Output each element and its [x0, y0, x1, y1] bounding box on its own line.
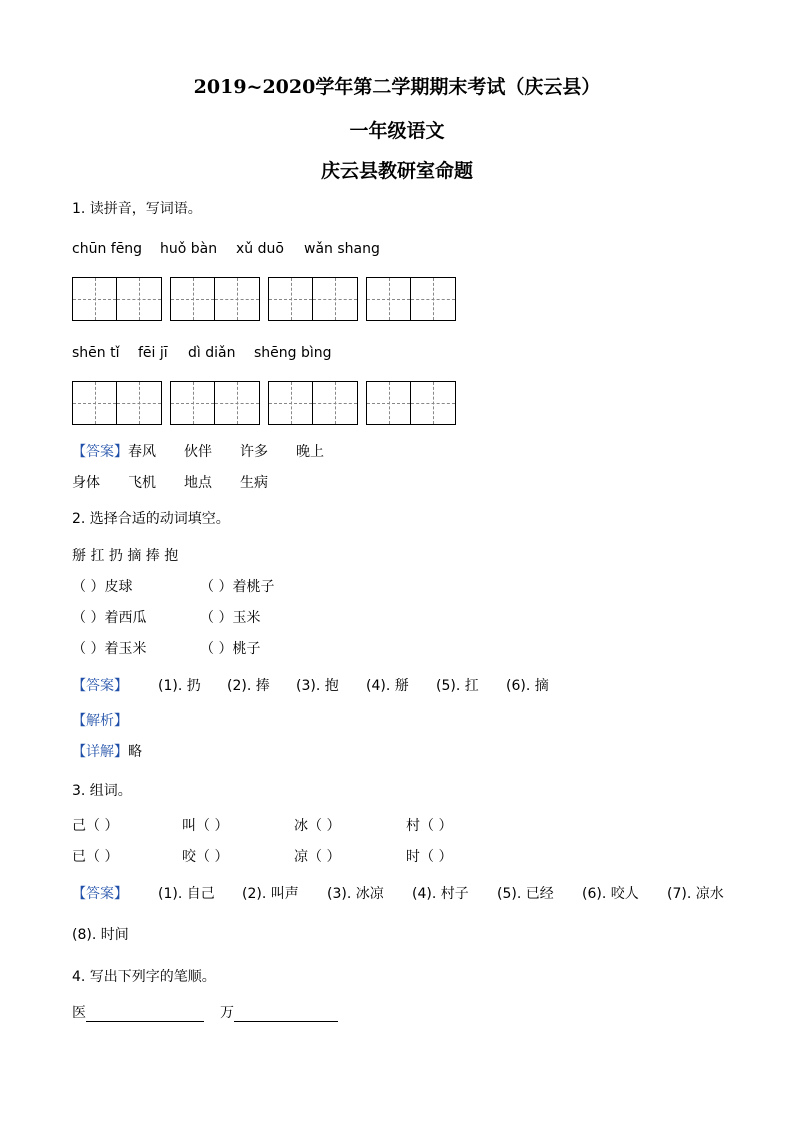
q1-answer-tag: 【答案】	[72, 444, 128, 460]
q1-pinyin-3: xǔ duō	[236, 241, 284, 257]
q3-answer-2: (2). 叫声	[242, 886, 299, 902]
stroke-order-blank-2[interactable]	[234, 1007, 338, 1022]
q1-answer-1: 春风	[128, 444, 156, 460]
q2-answer-4: (4). 掰	[366, 678, 409, 694]
q2-detail-text: 略	[128, 744, 142, 760]
q1-answer-5: 身体	[72, 475, 100, 491]
q4-char-1: 医	[72, 1005, 86, 1021]
writing-box[interactable]	[170, 381, 260, 425]
q2-item-2: （ ）着桃子	[200, 579, 275, 595]
q1-pinyin-1: chūn fēng	[72, 241, 143, 257]
q2-prompt: 2. 选择合适的动词填空。	[72, 511, 230, 527]
q3-item-2: 叫（ ）	[182, 818, 229, 834]
q4-stroke-line-2	[220, 1004, 338, 1022]
q2-analysis-tag: 【解析】	[72, 713, 128, 729]
q3-answer-3: (3). 冰凉	[327, 886, 384, 902]
q2-detail-tag: 【详解】	[72, 744, 128, 760]
exam-title: 2019~2020学年第二学期期末考试（庆云县）	[193, 76, 601, 98]
q3-prompt: 3. 组词。	[72, 783, 132, 799]
q3-answer-tag: 【答案】	[72, 886, 128, 902]
q3-answer-1: (1). 自己	[158, 886, 215, 902]
q4-prompt: 4. 写出下列字的笔顺。	[72, 969, 216, 985]
q1-prompt: 1. 读拼音，写词语。	[72, 201, 202, 217]
writing-box[interactable]	[170, 277, 260, 321]
q3-item-4: 村（ ）	[406, 818, 453, 834]
q4-stroke-line-1	[72, 1004, 204, 1022]
q2-item-4: （ ）玉米	[200, 610, 261, 626]
writing-box[interactable]	[268, 381, 358, 425]
q1-answer-3: 许多	[240, 444, 268, 460]
writing-grid-row-1	[72, 277, 464, 321]
writing-grid-row-2	[72, 381, 464, 425]
q1-pinyin-6: fēi jī	[138, 345, 168, 361]
q1-answer-7: 地点	[184, 475, 212, 491]
q2-item-1: （ ）皮球	[72, 579, 133, 595]
q1-pinyin-2: huǒ bàn	[160, 241, 218, 257]
q2-answer-tag: 【答案】	[72, 678, 128, 694]
q1-answer-6: 飞机	[128, 475, 156, 491]
q2-answer-5: (5). 扛	[436, 678, 479, 694]
q4-char-2: 万	[220, 1005, 234, 1021]
q1-answer-2: 伙伴	[184, 444, 212, 460]
q2-item-3: （ ）着西瓜	[72, 610, 147, 626]
writing-box[interactable]	[72, 277, 162, 321]
q2-answer-1: (1). 扔	[158, 678, 201, 694]
q3-item-3: 冰（ ）	[294, 818, 341, 834]
q2-answer-2: (2). 捧	[227, 678, 270, 694]
q3-item-5: 已（ ）	[72, 849, 119, 865]
q2-item-5: （ ）着玉米	[72, 641, 147, 657]
q3-answer-6: (6). 咬人	[582, 886, 639, 902]
q2-item-6: （ ）桃子	[200, 641, 261, 657]
q1-pinyin-8: shēng bìng	[254, 345, 332, 361]
q1-pinyin-4: wǎn shang	[304, 241, 380, 257]
exam-subtitle: 一年级语文	[349, 120, 445, 142]
writing-box[interactable]	[366, 277, 456, 321]
writing-box[interactable]	[72, 381, 162, 425]
q3-answer-7: (7). 凉水	[667, 886, 724, 902]
q3-answer-4: (4). 村子	[412, 886, 469, 902]
q3-item-6: 咬（ ）	[182, 849, 229, 865]
q2-answer-3: (3). 抱	[296, 678, 339, 694]
q3-item-8: 时（ ）	[406, 849, 453, 865]
q2-verbs: 掰 扛 扔 摘 捧 抱	[72, 548, 179, 564]
writing-box[interactable]	[366, 381, 456, 425]
q2-answer-6: (6). 摘	[506, 678, 549, 694]
q3-answer-8: (8). 时间	[72, 927, 129, 943]
q3-item-1: 己（ ）	[72, 818, 119, 834]
writing-box[interactable]	[268, 277, 358, 321]
q1-pinyin-5: shēn tǐ	[72, 345, 120, 361]
q3-item-7: 凉（ ）	[294, 849, 341, 865]
q1-answer-8: 生病	[240, 475, 268, 491]
q1-pinyin-7: dì diǎn	[188, 345, 236, 361]
q1-answer-4: 晚上	[296, 444, 324, 460]
q3-answer-5: (5). 已经	[497, 886, 554, 902]
stroke-order-blank-1[interactable]	[86, 1007, 204, 1022]
q2-detail	[72, 743, 142, 761]
exam-author: 庆云县教研室命题	[320, 160, 473, 182]
